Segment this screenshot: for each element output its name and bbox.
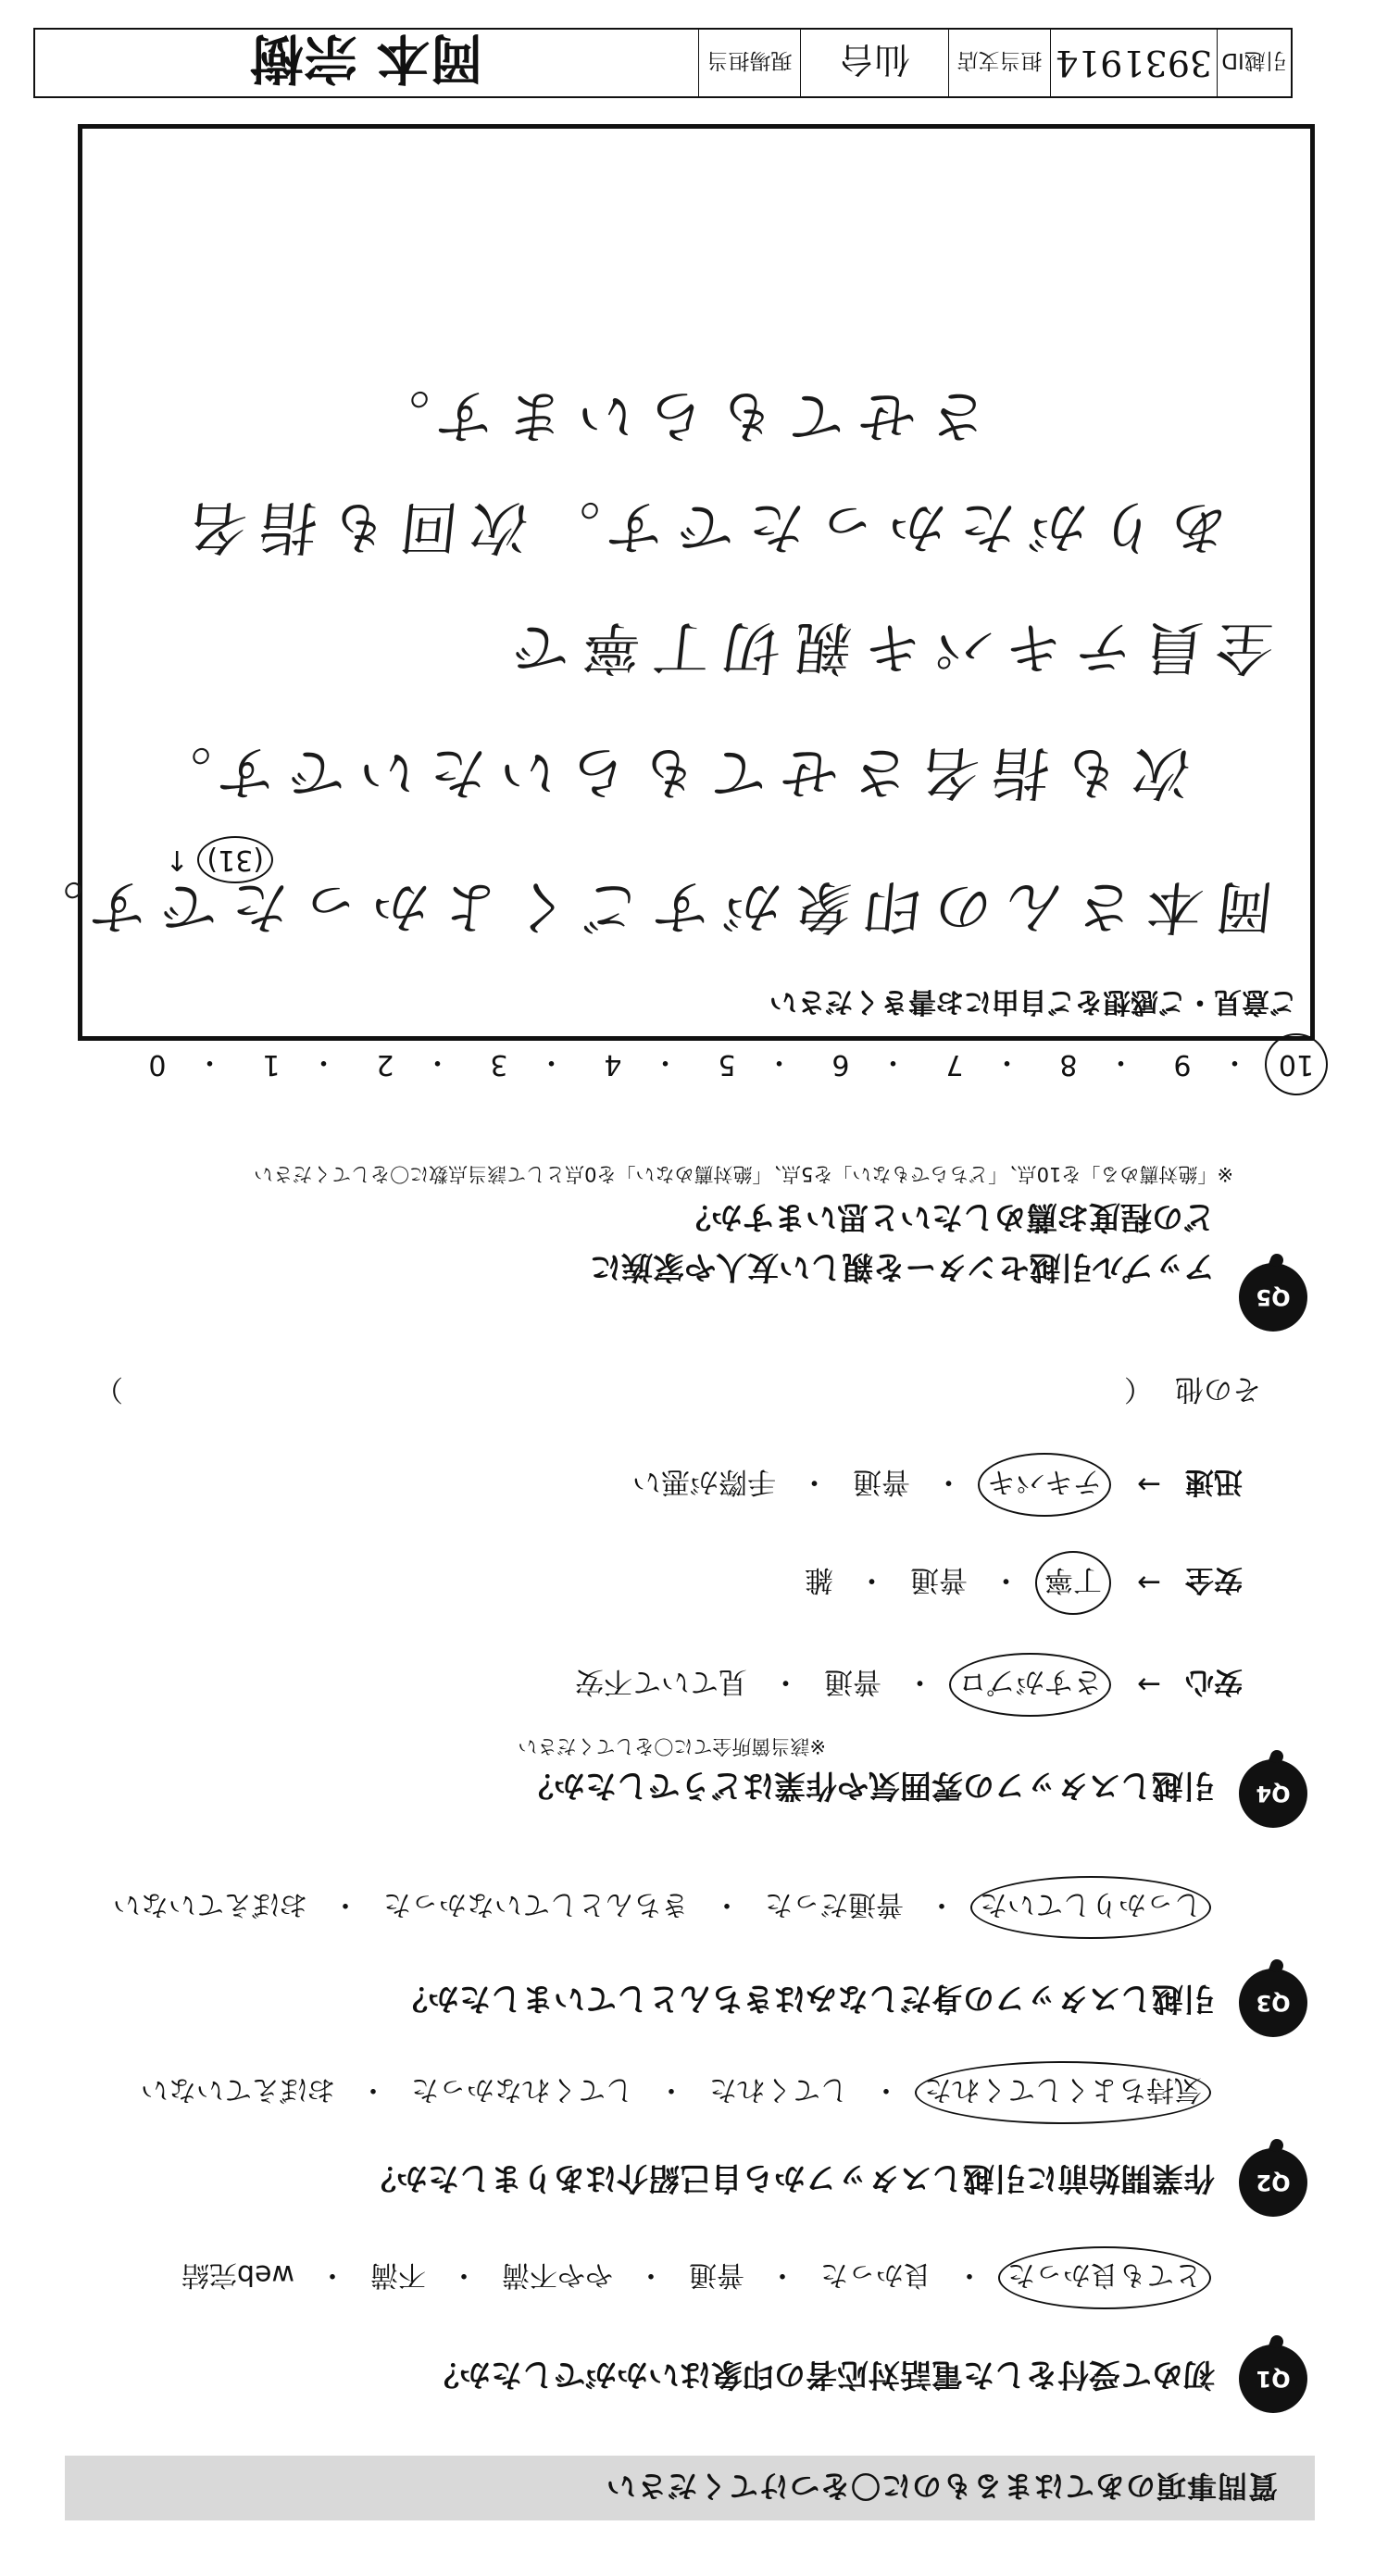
- leader-value: 岡本 宗樹: [249, 27, 484, 90]
- q4-other-open: （: [1124, 1372, 1153, 1406]
- q3-option-4[interactable]: おぼえていない: [113, 1888, 307, 1920]
- q2-option-3[interactable]: してくれなかった: [411, 2073, 633, 2106]
- q4-row-label: 安全: [1185, 1563, 1243, 1596]
- q3-option-2[interactable]: 普通だった: [765, 1888, 904, 1920]
- q2-option-4[interactable]: おぼえていない: [141, 2073, 335, 2106]
- q5-badge: Q5: [1239, 1263, 1307, 1332]
- q2-options: 気持ちよくしてくれた ・ してくれた ・ してくれなかった ・ おぼえていない: [137, 2072, 1206, 2113]
- q5-score-scale: 10 ・ 9 ・ 8 ・ 7 ・ 6 ・ 5 ・ 4 ・ 3 ・ 2 ・ 1 ・ 0: [139, 1044, 1315, 1085]
- branch-value: 仙台: [800, 30, 948, 96]
- instruction-banner: 質問事項のあてはまるものに〇をつけてください: [65, 2456, 1315, 2520]
- q4-anshin-option-3[interactable]: 見ていて不安: [575, 1665, 748, 1698]
- q3-question: 引越しスタッフの身だしなみはきちんとしていましたか？: [396, 1980, 1215, 2017]
- score-10[interactable]: 10: [1278, 1048, 1315, 1082]
- comment-title: ご意見・ご感想をご自由にお書きください: [769, 985, 1297, 1018]
- q4-other-close: ）: [94, 1372, 123, 1406]
- leader-label: 現場担当: [698, 30, 800, 96]
- q4-other-label: その他: [1175, 1372, 1261, 1406]
- q4-anshin-option-2[interactable]: 普通: [824, 1665, 882, 1698]
- comment-line-4: ありがたかったです。次回も指名: [172, 494, 1231, 561]
- q3-option-1[interactable]: しっかりしていた: [976, 1887, 1206, 1928]
- q1-option-3[interactable]: 普通: [689, 2258, 744, 2291]
- q4-other-row: [94, 1371, 1261, 1413]
- score-4[interactable]: 4: [604, 1048, 622, 1082]
- q1-options: とても良かった ・ 良かった ・ 普通 ・ やや不満 ・ 不満 ・ web完結: [178, 2257, 1206, 2298]
- q4-anzen-option-1[interactable]: 丁寧: [1041, 1562, 1106, 1604]
- score-3[interactable]: 3: [490, 1048, 508, 1082]
- q4-row-anshin: 安心 → さすがプロ ・ 普通 ・ 見ていて不安: [571, 1664, 1243, 1706]
- arrow-icon: →: [1137, 1566, 1161, 1600]
- q3-option-3[interactable]: きちんとしていなかった: [383, 1888, 689, 1920]
- q1-option-4[interactable]: やや不満: [502, 2258, 613, 2291]
- comment-annotation: (31) ↑: [166, 836, 273, 883]
- q4-anshin-option-1[interactable]: さすがプロ: [955, 1664, 1106, 1706]
- q2-option-1[interactable]: 気持ちよくしてくれた: [920, 2072, 1206, 2113]
- score-1[interactable]: 1: [262, 1048, 281, 1082]
- q4-row-label: 迅速: [1185, 1465, 1243, 1498]
- q4-jinsoku-option-3[interactable]: 手際が悪い: [632, 1465, 777, 1498]
- q1-question: 初めて受付をした電話対応者の印象はいかがでしたか？: [428, 2356, 1215, 2393]
- q2-badge: Q2: [1239, 2148, 1307, 2217]
- arrow-icon: →: [1137, 1468, 1161, 1502]
- score-5[interactable]: 5: [718, 1048, 736, 1082]
- comment-line-3: 全員テキパキ親切丁寧で: [495, 614, 1278, 682]
- q1-option-5[interactable]: 不満: [370, 2258, 426, 2291]
- q5-question-line2: どの程度お薦めしたいと思いますか？: [680, 1198, 1215, 1235]
- comment-box[interactable]: [7, 124, 1315, 1041]
- q4-note: ※該当箇所全てに〇をしてください: [518, 1735, 826, 1757]
- q2-option-2[interactable]: してくれた: [709, 2073, 848, 2106]
- q4-jinsoku-option-2[interactable]: 普通: [853, 1465, 911, 1498]
- score-8[interactable]: 8: [1059, 1048, 1078, 1082]
- score-9[interactable]: 9: [1173, 1048, 1192, 1082]
- branch-label: 担当支店: [948, 30, 1050, 96]
- q4-row-jinsoku: 迅速 → テキパキ ・ 普通 ・ 手際が悪い: [629, 1464, 1243, 1506]
- q4-row-label: 安心: [1185, 1665, 1243, 1698]
- q4-anzen-option-2[interactable]: 普通: [910, 1563, 969, 1596]
- staff-info-table: [33, 28, 1293, 98]
- q3-badge: Q3: [1239, 1969, 1307, 2037]
- q4-question: 引越しスタッフの雰囲気や作業はどうでしたか？: [522, 1767, 1215, 1804]
- score-6[interactable]: 6: [831, 1048, 850, 1082]
- score-2[interactable]: 2: [376, 1048, 394, 1082]
- score-7[interactable]: 7: [945, 1048, 964, 1082]
- arrow-icon: →: [1137, 1668, 1161, 1702]
- q1-option-6[interactable]: web完結: [181, 2258, 294, 2291]
- q4-anzen-option-3[interactable]: 雑: [805, 1563, 834, 1596]
- q4-badge: Q4: [1239, 1759, 1307, 1828]
- q1-badge: Q1: [1239, 2345, 1307, 2413]
- q4-row-anzen: 安全 → 丁寧 ・ 普通 ・ 雑: [801, 1562, 1243, 1604]
- q4-jinsoku-option-1[interactable]: テキパキ: [983, 1464, 1106, 1506]
- comment-line-5: させてもらいます。: [354, 382, 991, 450]
- score-0[interactable]: 0: [148, 1048, 167, 1082]
- comment-line-1: 岡本さんの印象がすごくよかったです。: [7, 873, 1278, 941]
- id-value: 3931914: [1050, 30, 1217, 96]
- q2-question: 作業開始前に引越しスタッフから自己紹介はありましたか？: [365, 2159, 1215, 2196]
- q1-option-1[interactable]: とても良かった: [1004, 2257, 1206, 2298]
- comment-line-2: 次も指名させてもらいたいです。: [135, 739, 1194, 807]
- id-label: 引越ID: [1217, 30, 1291, 96]
- q3-options: しっかりしていた ・ 普通だった ・ きちんとしていなかった ・ おぼえていない: [109, 1887, 1206, 1928]
- q5-note: ※「絶対薦める」を10点、「どちらでもない」を5点、「絶対薦めない」を0点として該当点数に〇をしてください: [254, 1163, 1233, 1185]
- q5-question-line1: アップル引越センターを親しい友人や家族に: [590, 1248, 1215, 1285]
- q1-option-2[interactable]: 良かった: [820, 2258, 931, 2291]
